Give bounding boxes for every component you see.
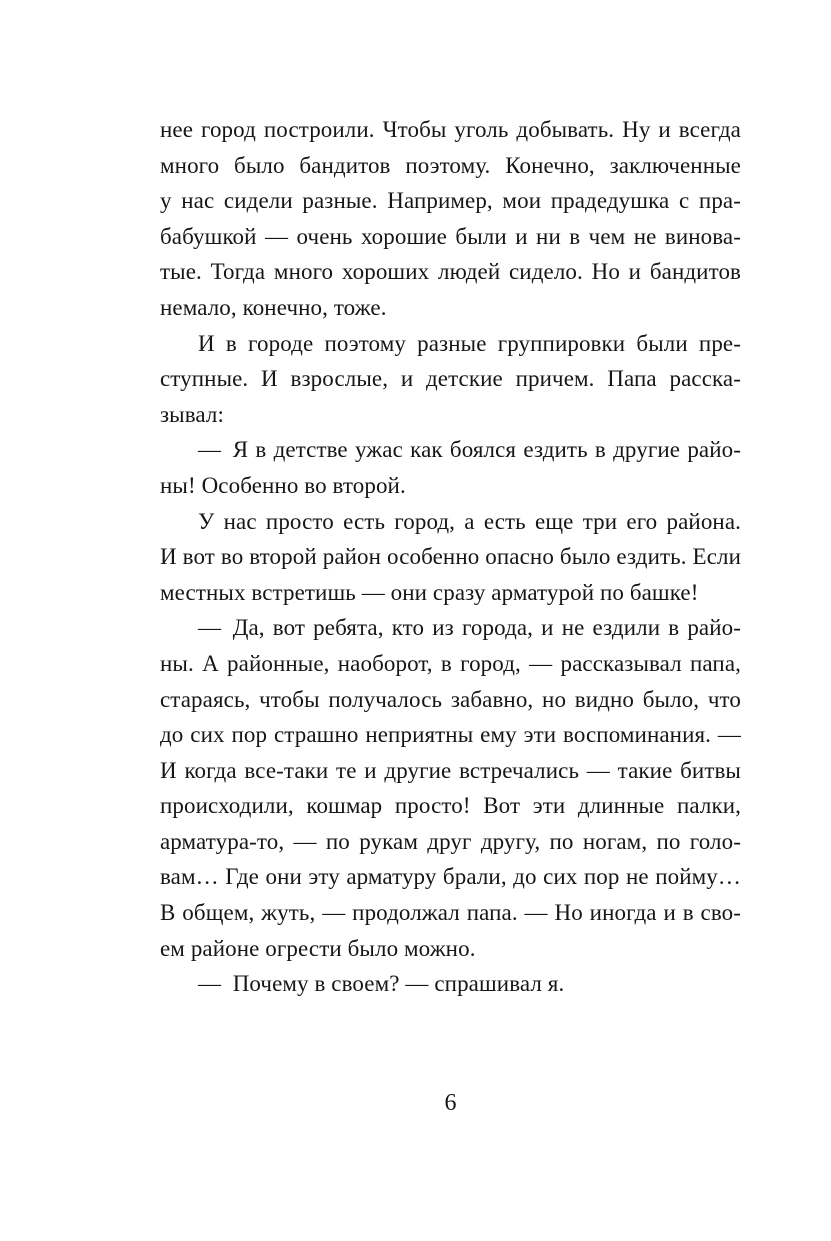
page-number: 6 — [444, 1090, 457, 1116]
text-line: И вот во второй район особенно опасно было ездить. Если — [160, 544, 741, 570]
text-line: арматура-то, — по рукам друг другу, по ногам, по голо- — [160, 828, 741, 854]
text-line: зывал: — [160, 401, 224, 427]
text-line: ем районе огрести было можно. — [160, 935, 476, 961]
text-line: много было бандитов поэтому. Конечно, заключенные — [160, 152, 741, 178]
text-line: ны! Особенно во второй. — [160, 472, 406, 498]
narration-paragraph — [160, 504, 741, 611]
text-line: немало, конечно, тоже. — [160, 294, 387, 320]
text-line: вам… Где они эту арматуру брали, до сих пор не пойму… — [160, 864, 741, 890]
text-line: — Я в детстве ужас как боялся ездить в другие райо- — [198, 437, 741, 463]
text-line: происходили, кошмар просто! Вот эти длинные палки, — [160, 793, 741, 819]
text-line: нее город построили. Чтобы уголь добывать. Ну и всегда — [160, 117, 741, 142]
text-line: до сих пор страшно неприятны ему эти воспоминания. — — [160, 722, 741, 748]
text-line: — Почему в своем? — спрашивал я. — [198, 971, 565, 997]
dialogue-paragraph — [160, 432, 741, 503]
dialogue-paragraph — [160, 966, 741, 1002]
text-line: у нас сидели разные. Например, мои прадедушка с пра- — [160, 188, 741, 214]
text-line: стараясь, чтобы получалось забавно, но видно было, что — [160, 686, 741, 712]
text-line: бабушкой — очень хорошие были и ни в чем не винова- — [160, 223, 741, 249]
text-line: местных встретишь — они сразу арматурой по башке! — [160, 579, 699, 605]
text-line: ны. А районные, наоборот, в город, — рассказывал папа, — [160, 650, 741, 676]
dialogue-paragraph — [160, 610, 741, 966]
text-line: — Да, вот ребята, кто из города, и не ездили в райо- — [198, 615, 741, 641]
text-line: И в городе поэтому разные группировки были пре- — [198, 330, 741, 356]
text-line: У нас просто есть город, а есть еще три его района. — [198, 508, 741, 534]
text-block — [160, 112, 741, 1002]
text-line: В общем, жуть, — продолжал папа. — Но иногда и в сво- — [160, 900, 741, 926]
narration-paragraph — [160, 326, 741, 433]
text-line: И когда все-таки те и другие встречались — такие битвы — [160, 757, 741, 783]
continuation-paragraph — [160, 112, 741, 326]
text-line: тые. Тогда много хороших людей сидело. Но и бандитов — [160, 259, 741, 285]
text-line: ступные. И взрослые, и детские причем. Папа расска- — [160, 366, 741, 392]
